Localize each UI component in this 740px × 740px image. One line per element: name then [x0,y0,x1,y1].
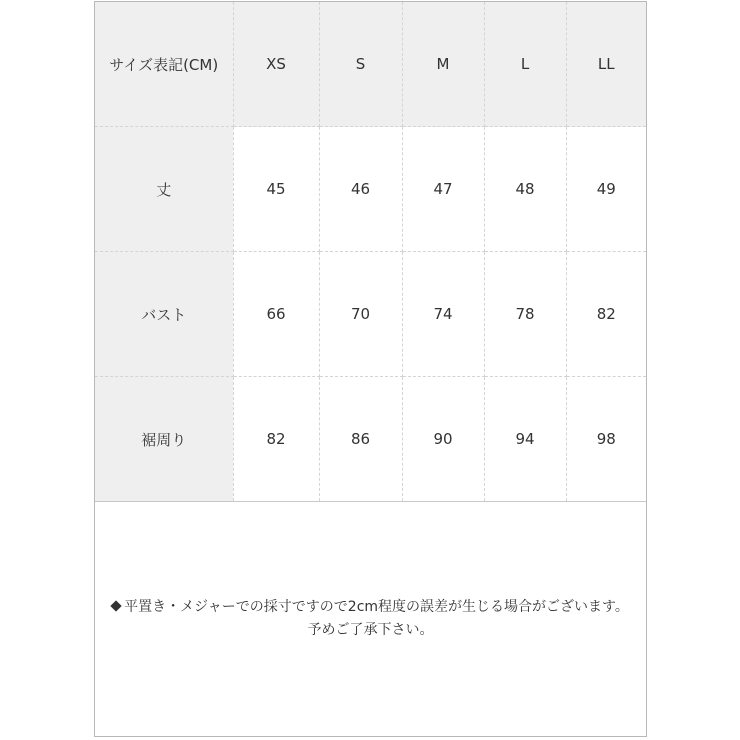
table-cell: 82 [233,377,319,502]
table-cell: 48 [484,127,566,252]
header-size-ll: LL [566,2,646,127]
table-cell: 74 [402,252,484,377]
table-cell: 86 [319,377,402,502]
table-cell: 66 [233,252,319,377]
header-size-m: M [402,2,484,127]
header-size-xs: XS [233,2,319,127]
header-size-label: サイズ表記(CM) [95,2,233,127]
measurement-note [95,596,646,642]
table-cell: 90 [402,377,484,502]
table-cell: 78 [484,252,566,377]
table-cell: 98 [566,377,646,502]
header-size-s: S [319,2,402,127]
table-cell: 47 [402,127,484,252]
row-label-length: 丈 [95,127,233,252]
table-cell: 49 [566,127,646,252]
table-header-row [95,2,646,127]
diamond-icon [110,600,121,611]
table-cell: 94 [484,377,566,502]
table-cell: 46 [319,127,402,252]
table-cell: 70 [319,252,402,377]
table-row-hem [95,377,646,502]
row-label-bust: バスト [95,252,233,377]
table-row-length [95,127,646,252]
size-chart-sheet [94,1,647,737]
note-line-2: 予めご了承下さい。 [307,622,434,638]
table-cell: 82 [566,252,646,377]
size-table [95,2,646,502]
table-cell: 45 [233,127,319,252]
row-label-hem: 裾周り [95,377,233,502]
note-line-1 [95,596,646,619]
table-row-bust [95,252,646,377]
header-size-l: L [484,2,566,127]
note-text-1: 平置き・メジャーでの採寸ですので2cm程度の誤差が生じる場合がございます。 [124,599,629,615]
